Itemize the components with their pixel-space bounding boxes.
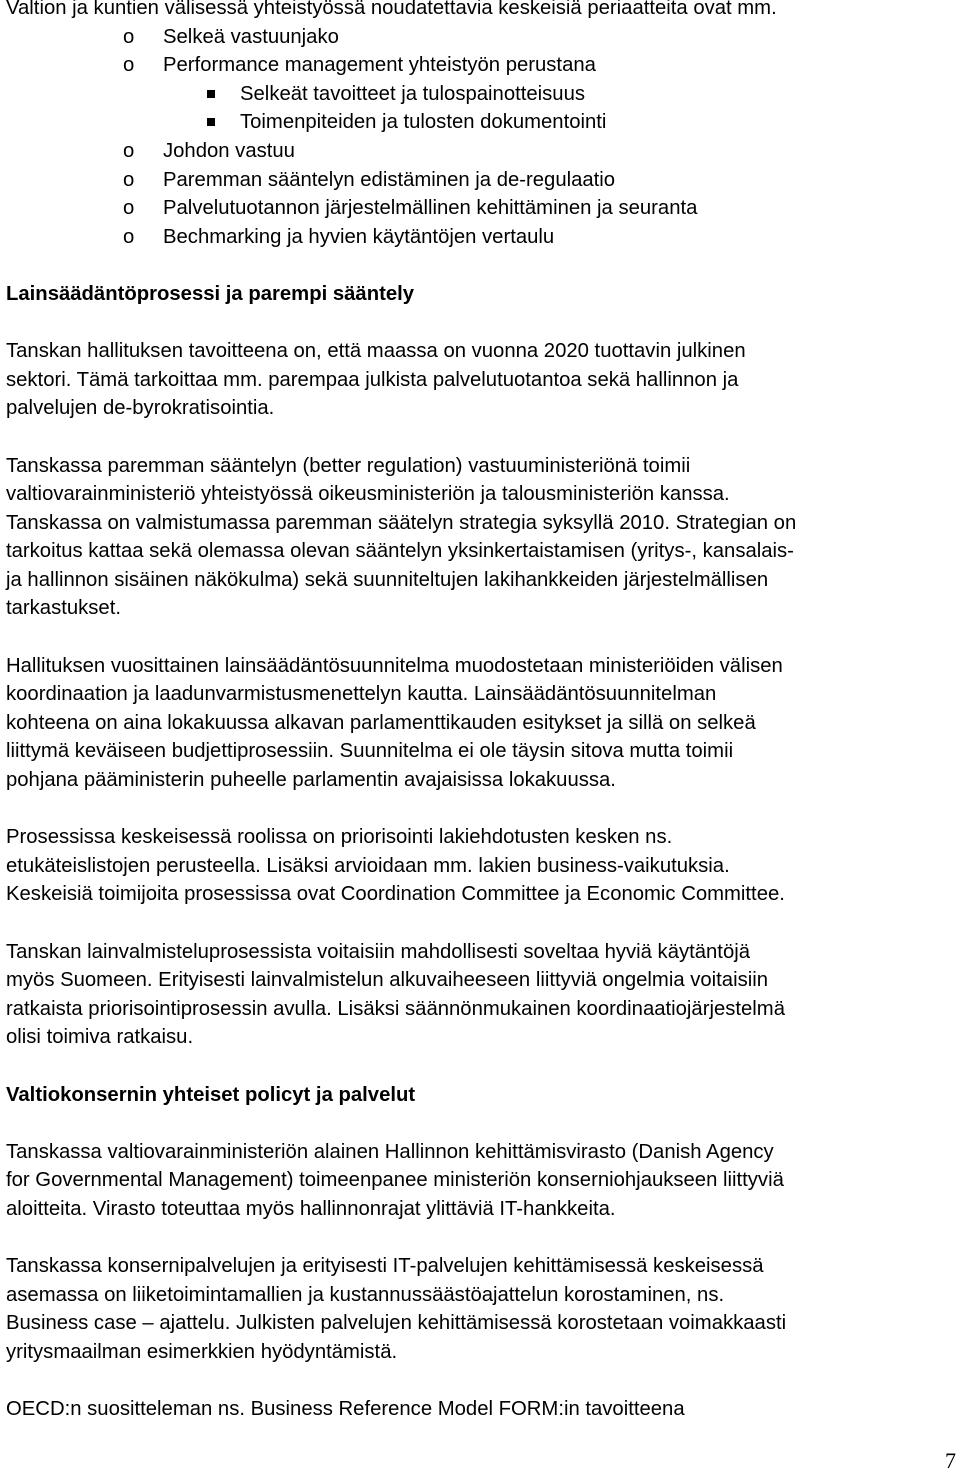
paragraph: Tanskassa paremman sääntelyn (better regulation) vastuuministeriönä toimii valtiovarainministeriö yhteistyössä oikeusministeriön ja talousministeriön kanssa. Tanskassa on valmistumassa paremman säätelyn strategia syksyllä 2010. Strategian on tarkoitus kattaa sekä olemassa olevan sääntelyn yksinkertaistamisen (yritys-, kansalais- ja hallinnon sisäinen näkökulma) sekä suunniteltujen lakihankkeiden järjestelmällisen tarkastukset. [6,454,797,620]
page-number: 7 [945,1448,956,1473]
square-bullet-icon [207,118,215,126]
paragraph: Tanskassa konsernipalvelujen ja erityisesti IT-palvelujen kehittämisessä keskeisessä asemassa on liiketoimintamallien ja kustannussäästöajattelun korostaminen, ns. Business case – ajattelu. Julkisten palvelujen kehittämisessä korostetaan voimakkaasti yritysmaailman esimerkkien hyödyntämistä. [6,1255,787,1363]
bullet-marker: o [123,139,135,162]
list-item: o Paremman sääntelyn edistäminen ja de-regulaatio [6,166,952,195]
list-item: o Johdon vastuu [6,137,952,166]
list-item: o Performance management yhteistyön perustana [6,51,952,80]
bullet-marker: o [123,225,135,248]
bullet-marker: o [123,54,135,77]
sub-list-item: Selkeät tavoitteet ja tulospainotteisuus [6,80,952,109]
intro-text: Valtion ja kuntien välisessä yhteistyössä noudatettavia keskeisiä periaatteita ovat mm. [6,0,777,19]
section-heading: Valtiokonsernin yhteiset policyt ja palvelut [6,1083,416,1106]
section-heading: Lainsäädäntöprosessi ja parempi sääntely [6,282,415,305]
square-bullet-icon [207,90,215,98]
list-item: o Selkeä vastuunjako [6,23,952,52]
bullet-marker: o [123,197,135,220]
paragraph: Tanskan hallituksen tavoitteena on, että maassa on vuonna 2020 tuottavin julkinen sektori. Tämä tarkoittaa mm. parempaa julkista palvelutuotantoa sekä hallinnon ja palvelujen de-byrokratisointia. [6,340,746,420]
paragraph: OECD:n suositteleman ns. Business Reference Model FORM:in tavoitteena [6,1398,685,1421]
paragraph: Prosessissa keskeisessä roolissa on priorisointi lakiehdotusten kesken ns. etukäteislistojen perusteella. Lisäksi arvioidaan mm. lakien business-vaikutuksia. Keskeisiä toimijoita prosessissa ovat Coordination Committee ja Economic Committee. [6,826,785,906]
bullet-marker: o [123,25,135,48]
principles-list [6,23,952,252]
paragraph: Tanskassa valtiovarainministeriön alainen Hallinnon kehittämisvirasto (Danish Agency for Governmental Management) toimeenpanee ministeriön konserniohjaukseen liittyviä aloitteita. Virasto toteuttaa myös hallinnonrajat ylittäviä IT-hankkeita. [6,1140,784,1220]
document-page [6,0,952,1424]
paragraph: Hallituksen vuosittainen lainsäädäntösuunnitelma muodostetaan ministeriöiden välisen koordinaation ja laadunvarmistusmenettelyn kautta. Lainsäädäntösuunnitelman kohteena on aina lokakuussa alkavan parlamenttikauden esitykset ja sillä on selkeä liittymä keväiseen budjettiprosessiin. Suunnitelma ei ole täysin sitova mutta toimii pohjana pääministerin puheelle parlamentin avajaisissa lokakuussa. [6,654,783,792]
list-item: o Palvelutuotannon järjestelmällinen kehittäminen ja seuranta [6,194,952,223]
bullet-marker: o [123,168,135,191]
list-item: o Bechmarking ja hyvien käytäntöjen vertaulu [6,223,952,252]
paragraph: Tanskan lainvalmisteluprosessista voitaisiin mahdollisesti soveltaa hyviä käytäntöjä myös Suomeen. Erityisesti lainvalmistelun alkuvaiheeseen liittyviä ongelmia voitaisiin ratkaista priorisointiprosessin avulla. Lisäksi säännönmukainen koordinaatiojärjestelmä olisi toimiva ratkaisu. [6,940,785,1049]
sub-list-item: Toimenpiteiden ja tulosten dokumentointi [6,108,952,137]
